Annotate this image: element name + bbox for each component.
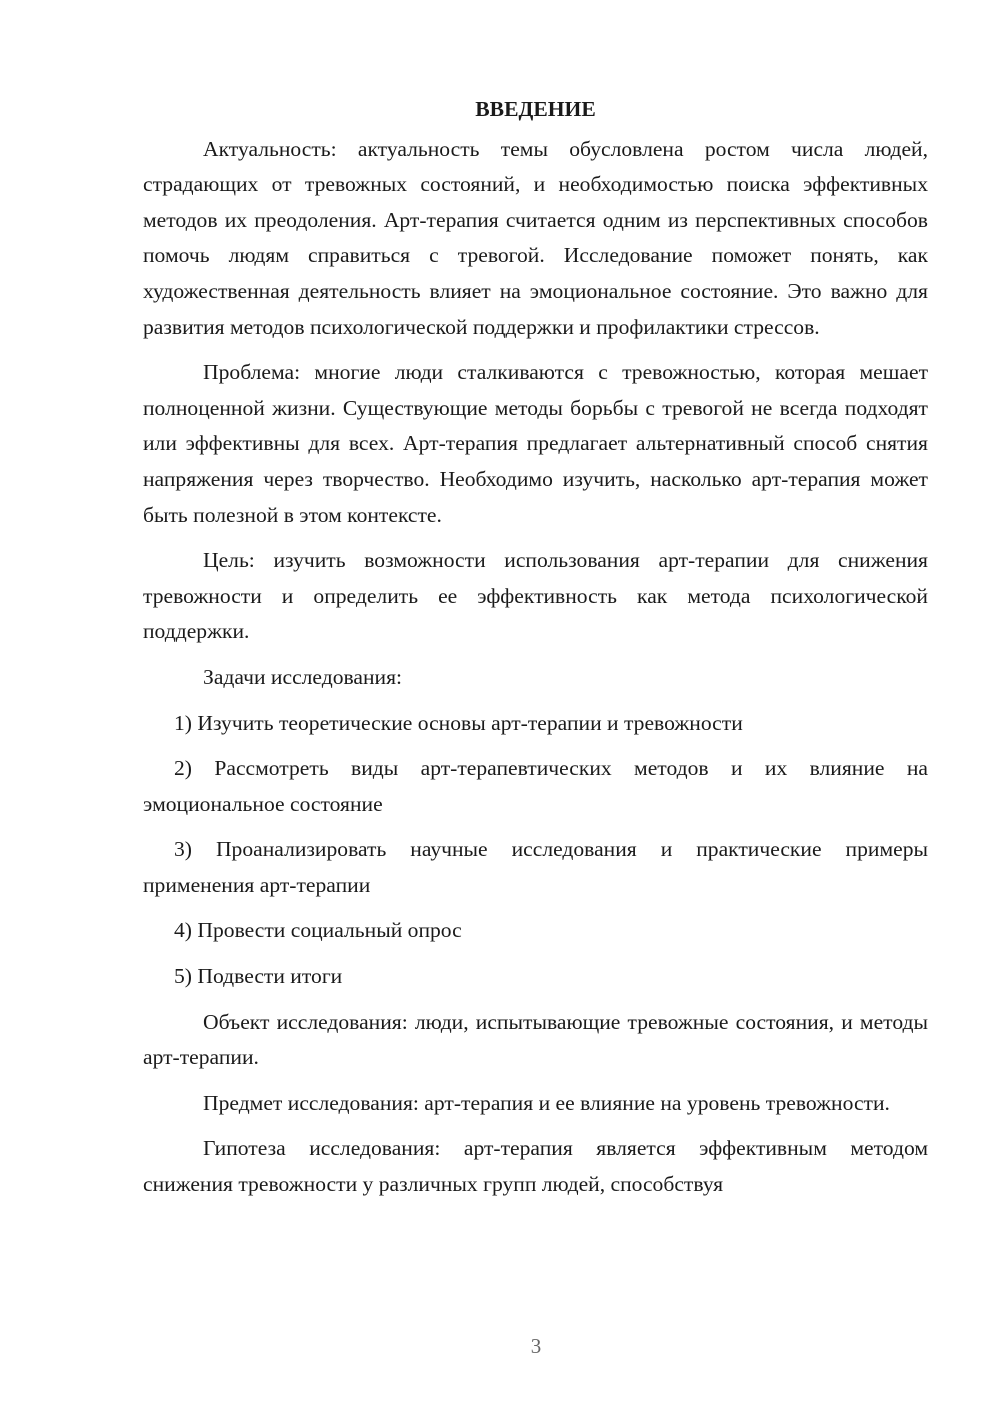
page-content [143,92,928,1213]
task-item-5: 5) Подвести итоги [174,964,343,989]
paragraph-subject: Предмет исследования: арт-терапия и ее влияние на уровень тревожности. [203,1090,890,1115]
paragraph-hypothesis: Гипотеза исследования: арт-терапия является эффективным методом снижения тревожности у различных групп людей, способствуя [143,1136,928,1197]
tasks-title: Задачи исследования: [203,664,403,689]
section-heading: ВВЕДЕНИЕ [475,97,596,121]
paragraph-goal: Цель: изучить возможности использования арт-терапии для снижения тревожности и определить ее эффективность как метода психологической поддержки. [143,548,928,644]
page-number: 3 [530,1334,542,1358]
task-item-1: 1) Изучить теоретические основы арт-терапии и тревожности [174,710,743,735]
task-item-3: 3) Проанализировать научные исследования и практические примеры применения арт-терапии [143,837,928,897]
paragraph-relevance: Актуальность: актуальность темы обусловлена ростом числа людей, страдающих от тревожных состояний, и необходимостью поиска эффективных методов их преодоления. Арт-терапия считается одним из перспективных способов помочь людям справиться с тревогой. Исследование поможет понять, как художественная деятельность влияет на эмоциональное состояние. Это важно для развития методов психологической поддержки и профилактики стрессов. [143,136,928,339]
task-item-4: 4) Провести социальный опрос [174,918,462,943]
task-item-2: 2) Рассмотреть виды арт-терапевтических методов и их влияние на эмоциональное состояние [143,756,928,816]
paragraph-problem: Проблема: многие люди сталкиваются с тревожностью, которая мешает полноценной жизни. Существующие методы борьбы с тревогой не всегда подходят или эффективны для всех. Арт-терапия предлагает альтернативный способ снятия напряжения через творчество. Необходимо изучить, насколько арт-терапия может быть полезной в этом контексте. [143,360,928,527]
paragraph-object: Объект исследования: люди, испытывающие тревожные состояния, и методы арт-терапии. [143,1009,928,1070]
